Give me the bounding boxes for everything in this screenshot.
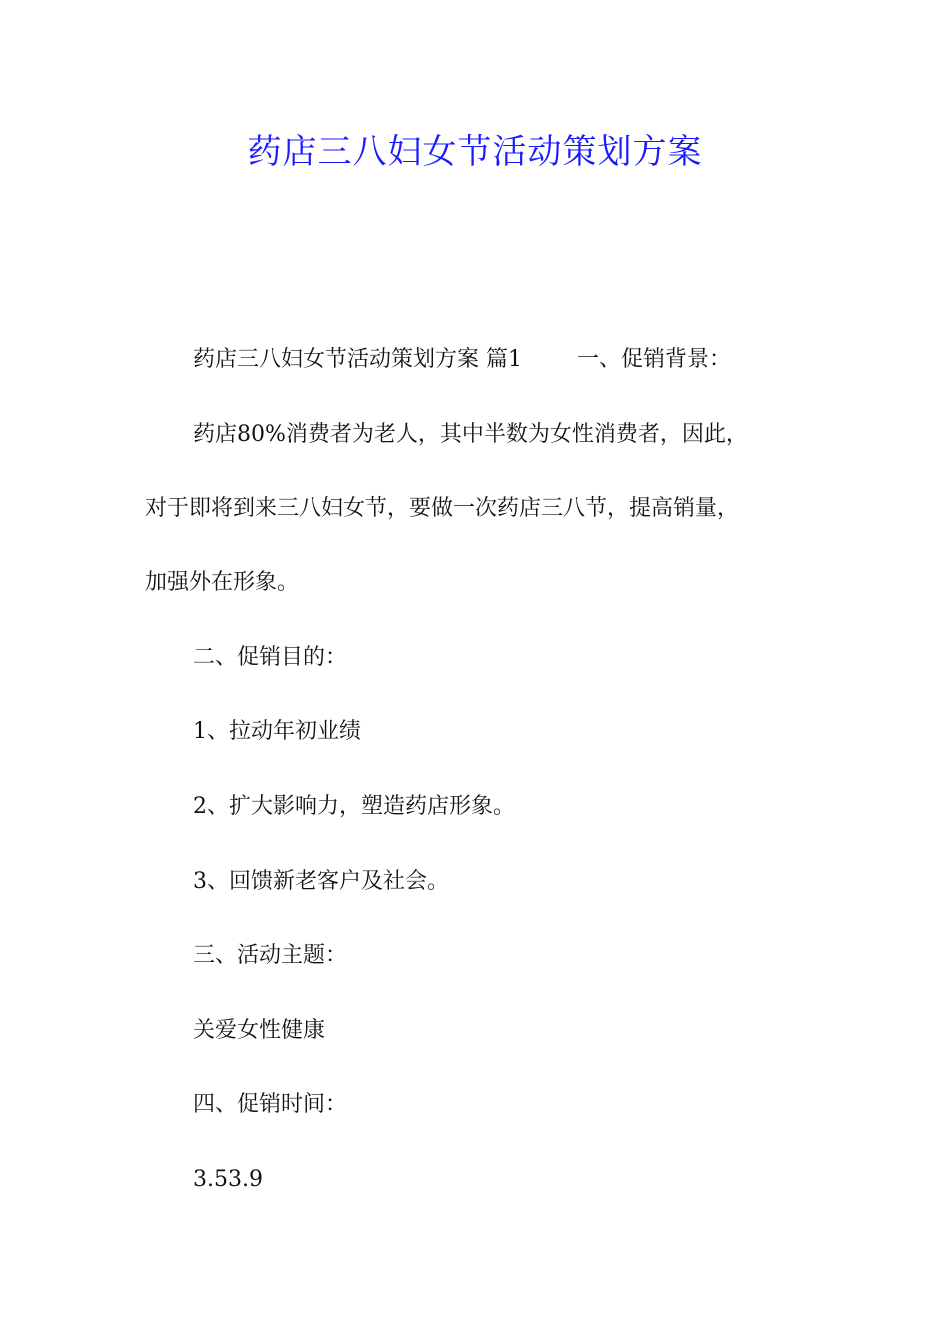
section3-heading: 三、活动主题： xyxy=(193,943,348,968)
list-item: 1、拉动年初业绩 xyxy=(193,719,361,744)
background-line-2: 对于即将到来三八妇女节，要做一次药店三八节，提高销量， xyxy=(145,496,740,521)
list-item: 2、扩大影响力，塑造药店形象。 xyxy=(193,794,515,819)
background-line-3: 加强外在形象。 xyxy=(145,570,300,595)
list-item: 3、回馈新老客户及社会。 xyxy=(193,869,449,894)
section1-heading: 一、促销背景： xyxy=(577,347,732,372)
section2-heading: 二、促销目的： xyxy=(193,645,348,670)
section4-heading: 四、促销时间： xyxy=(193,1092,348,1117)
intro-heading: 药店三八妇女节活动策划方案 篇1 xyxy=(193,347,522,372)
background-line-1: 药店80%消费者为老人，其中半数为女性消费者，因此， xyxy=(193,422,748,447)
document-title: 药店三八妇女节活动策划方案 xyxy=(247,132,703,172)
section3-content: 关爱女性健康 xyxy=(193,1018,326,1043)
intro-line xyxy=(193,345,858,375)
section4-content: 3.53.9 xyxy=(193,1167,263,1192)
